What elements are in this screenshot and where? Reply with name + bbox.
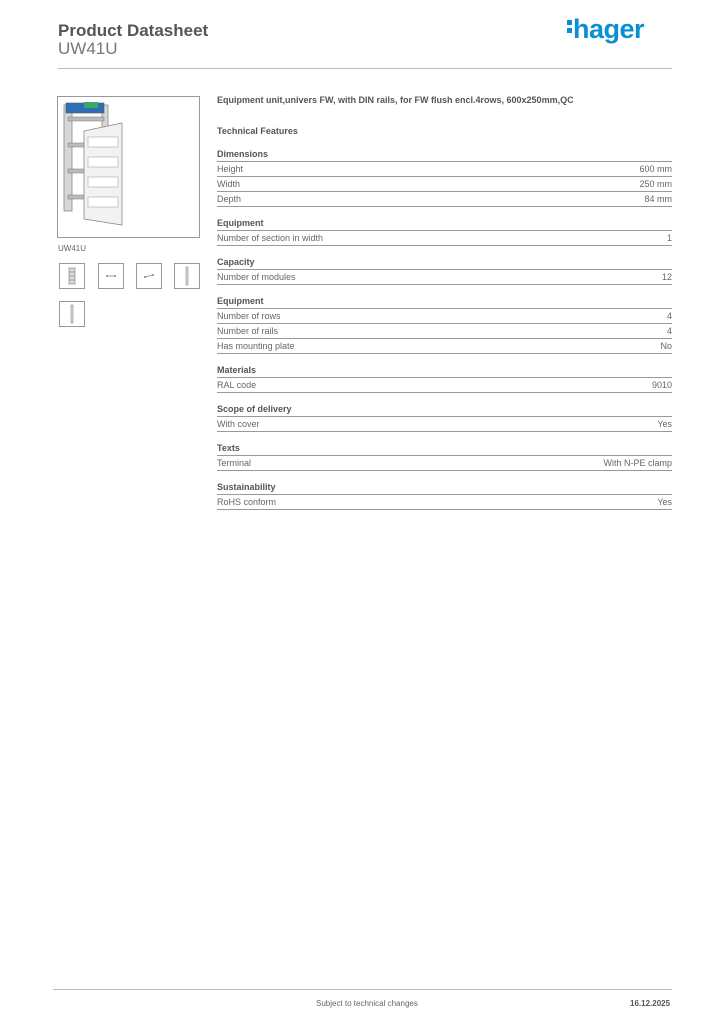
rail-icon bbox=[137, 264, 161, 288]
footer-note: Subject to technical changes bbox=[316, 999, 418, 1008]
feature-section bbox=[217, 295, 672, 354]
section-title: Dimensions bbox=[217, 148, 672, 162]
feature-value: Yes bbox=[657, 497, 672, 507]
feature-row bbox=[217, 177, 672, 192]
thumbnail-3[interactable] bbox=[136, 263, 162, 289]
thumbnail-2[interactable] bbox=[98, 263, 124, 289]
feature-value: 600 mm bbox=[639, 164, 672, 174]
side-panel-icon bbox=[175, 264, 199, 288]
section-title: Equipment bbox=[217, 295, 672, 309]
feature-value: 1 bbox=[666, 233, 672, 243]
logo-colon-icon bbox=[567, 17, 573, 36]
feature-row bbox=[217, 324, 672, 339]
feature-label: With cover bbox=[217, 419, 260, 429]
feature-label: Width bbox=[217, 179, 241, 189]
section-title: Sustainability bbox=[217, 481, 672, 495]
thumbnail-5[interactable] bbox=[59, 301, 85, 327]
technical-features-heading: Technical Features bbox=[217, 126, 298, 136]
feature-value: No bbox=[660, 341, 672, 351]
feature-label: Number of rails bbox=[217, 326, 279, 336]
cover-icon bbox=[99, 264, 123, 288]
thumbnail-1[interactable] bbox=[59, 263, 85, 289]
section-title: Scope of delivery bbox=[217, 403, 672, 417]
feature-row bbox=[217, 309, 672, 324]
feature-label: Depth bbox=[217, 194, 242, 204]
section-title: Texts bbox=[217, 442, 672, 456]
feature-value: 250 mm bbox=[639, 179, 672, 189]
feature-label: RoHS conform bbox=[217, 497, 277, 507]
feature-label: Number of section in width bbox=[217, 233, 324, 243]
brand-logo bbox=[567, 14, 644, 45]
feature-row bbox=[217, 378, 672, 393]
image-caption: UW41U bbox=[58, 244, 87, 253]
feature-row bbox=[217, 231, 672, 246]
side-panel-icon bbox=[60, 302, 84, 326]
feature-label: Terminal bbox=[217, 458, 252, 468]
section-title: Equipment bbox=[217, 217, 672, 231]
footer-divider bbox=[53, 989, 672, 990]
feature-section bbox=[217, 403, 672, 432]
product-code: UW41U bbox=[58, 39, 118, 58]
feature-row bbox=[217, 456, 672, 471]
feature-label: Number of modules bbox=[217, 272, 296, 282]
feature-value: 12 bbox=[661, 272, 672, 282]
technical-content bbox=[217, 95, 672, 520]
feature-row bbox=[217, 495, 672, 510]
feature-label: Number of rows bbox=[217, 311, 281, 321]
section-title: Materials bbox=[217, 364, 672, 378]
feature-section bbox=[217, 256, 672, 285]
feature-section bbox=[217, 442, 672, 471]
feature-value: 9010 bbox=[651, 380, 672, 390]
feature-section bbox=[217, 148, 672, 207]
feature-row bbox=[217, 339, 672, 354]
feature-value: Yes bbox=[657, 419, 672, 429]
feature-label: Height bbox=[217, 164, 244, 174]
feature-value: With N-PE clamp bbox=[603, 458, 672, 468]
feature-section bbox=[217, 481, 672, 510]
logo-text: hager bbox=[573, 14, 645, 44]
section-title: Capacity bbox=[217, 256, 672, 270]
feature-row bbox=[217, 270, 672, 285]
feature-row bbox=[217, 417, 672, 432]
feature-value: 4 bbox=[666, 311, 672, 321]
product-description: Equipment unit,univers FW, with DIN rails, for FW flush encl.4rows, 600x250mm,QC bbox=[217, 95, 574, 105]
distribution-unit-icon bbox=[60, 264, 84, 288]
product-image[interactable] bbox=[57, 96, 200, 238]
page-title: Product Datasheet bbox=[58, 21, 209, 40]
header-divider bbox=[58, 68, 672, 69]
thumbnail-4[interactable] bbox=[174, 263, 200, 289]
feature-label: RAL code bbox=[217, 380, 257, 390]
feature-row bbox=[217, 162, 672, 177]
feature-label: Has mounting plate bbox=[217, 341, 295, 351]
feature-section bbox=[217, 364, 672, 393]
feature-row bbox=[217, 192, 672, 207]
feature-sections bbox=[217, 148, 672, 510]
footer-date: 16.12.2025 bbox=[630, 999, 671, 1008]
distribution-unit-illustration bbox=[58, 97, 199, 237]
feature-section bbox=[217, 217, 672, 246]
feature-value: 4 bbox=[666, 326, 672, 336]
feature-value: 84 mm bbox=[644, 194, 672, 204]
